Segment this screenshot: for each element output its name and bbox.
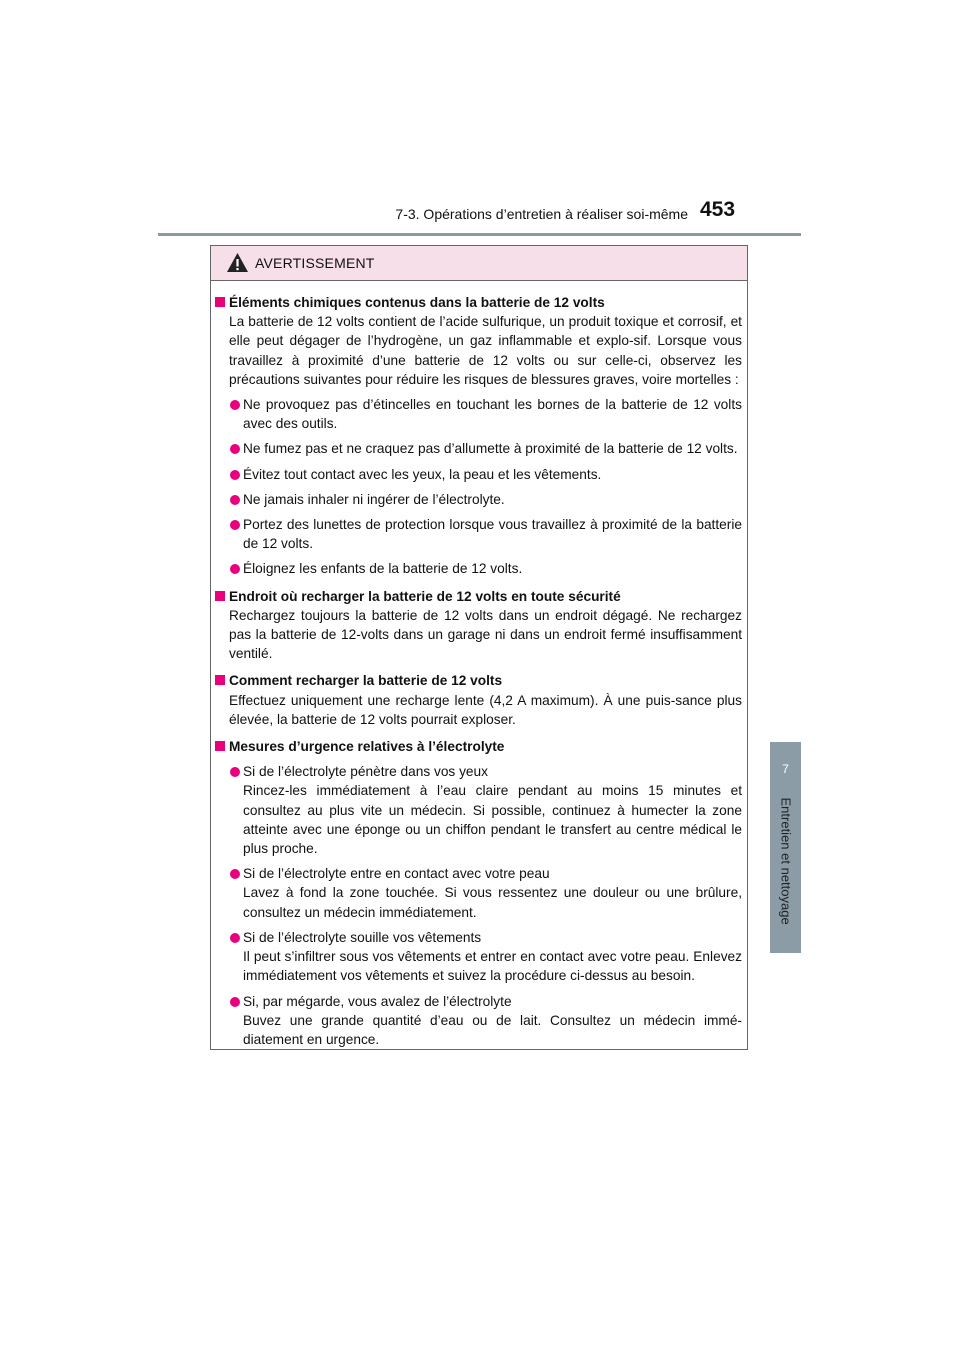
section-heading [211, 671, 742, 690]
warning-triangle-icon [226, 252, 249, 273]
list-item-title: Si de l’électrolyte entre en contact avec votre peau [243, 866, 550, 882]
list-item-title: Si de l’électrolyte souille vos vêtements [243, 929, 482, 945]
page-number: 453 [700, 198, 736, 221]
chapter-label: Entretien et nettoyage [778, 797, 794, 925]
round-bullet-icon [230, 495, 240, 505]
warning-box [210, 245, 748, 1050]
list-item [229, 559, 742, 578]
section-text: Rechargez toujours la batterie de 12 volts dans un endroit dégagé. Ne rechargez pas la batterie de 12-volts dans un garage ni dans un endroit fermé insuffisamment ventilé. [229, 607, 742, 662]
round-bullet-icon [230, 400, 240, 410]
section-text: La batterie de 12 volts contient de l’acide sulfurique, un produit toxique et corrosif, et elle peut dégager de l’hydrogène, un gaz inflammable et explo-sif. Lorsque vous travaillez à proximité d’une batterie de 12 volts ou sur celle-ci, observez les précautions suivantes pour réduire les risques de blessures graves, voire mortelles : [229, 314, 742, 387]
list-item [229, 465, 742, 484]
section-heading-text: Comment recharger la batterie de 12 volts [229, 673, 503, 689]
round-bullet-icon [230, 520, 240, 530]
list-item-text: Ne jamais inhaler ni ingérer de l’électrolyte. [243, 491, 505, 507]
list-item [229, 864, 742, 922]
list-item-text: Lavez à fond la zone touchée. Si vous ressentez une douleur ou une brûlure, consultez un médecin immédiatement. [243, 885, 742, 920]
round-bullet-icon [230, 470, 240, 480]
list-item [229, 928, 742, 986]
list-item [229, 395, 742, 433]
warning-body [211, 281, 747, 1049]
section-heading [211, 737, 742, 756]
square-bullet-icon [215, 675, 225, 685]
round-bullet-icon [230, 767, 240, 777]
square-bullet-icon [215, 741, 225, 751]
list-item [229, 515, 742, 553]
list-item [229, 490, 742, 509]
round-bullet-icon [230, 997, 240, 1007]
list-item-text: Portez des lunettes de protection lorsque vous travaillez à proximité de la batterie de 12 volts. [243, 517, 742, 552]
list-item-title: Si, par mégarde, vous avalez de l’électrolyte [243, 993, 512, 1009]
header-divider [158, 233, 801, 236]
list-item-title: Si de l’électrolyte pénètre dans vos yeux [243, 764, 488, 780]
round-bullet-icon [230, 444, 240, 454]
list-item [229, 439, 742, 458]
list-item-text: Évitez tout contact avec les yeux, la peau et les vêtements. [243, 466, 602, 482]
warning-header [211, 246, 747, 281]
section-heading-text: Mesures d’urgence relatives à l’électrolyte [229, 739, 505, 755]
round-bullet-icon [230, 933, 240, 943]
section-heading [211, 293, 742, 312]
list-item-text: Il peut s’infiltrer sous vos vêtements et entrer en contact avec votre peau. Enlevez immédiatement vos vêtements et suivez la procédure ci-dessus au besoin. [243, 949, 742, 984]
round-bullet-icon [230, 869, 240, 879]
list-item-text: Ne fumez pas et ne craquez pas d’allumette à proximité de la batterie de 12 volts. [243, 441, 738, 457]
section-heading-text: Éléments chimiques contenus dans la batterie de 12 volts [229, 295, 605, 310]
section-heading-text: Endroit où recharger la batterie de 12 volts en toute sécurité [229, 588, 621, 604]
section-heading [211, 587, 742, 606]
section-text: Effectuez uniquement une recharge lente (4,2 A maximum). À une puis-sance plus élevée, la batterie de 12 volts pourrait exploser. [229, 692, 742, 727]
list-item-text: Éloignez les enfants de la batterie de 12 volts. [243, 561, 523, 577]
square-bullet-icon [215, 591, 225, 601]
section-title: 7-3. Opérations d’entretien à réaliser soi-même [395, 206, 688, 222]
chapter-number: 7 [782, 762, 789, 776]
list-item-text: Ne provoquez pas d’étincelles en touchant les bornes de la batterie de 12 volts avec des outils. [243, 397, 742, 432]
list-item [229, 762, 742, 858]
list-item-text: Buvez une grande quantité d’eau ou de lait. Consultez un médecin immé-diatement en urgence. [243, 1012, 742, 1047]
square-bullet-icon [215, 297, 225, 307]
list-item-text: Rincez-les immédiatement à l’eau claire pendant au moins 15 minutes et consultez au plus vite un médecin. Si possible, continuez à humecter la zone atteinte avec une éponge ou un chiffon pendant le transfert au centre médical le plus proche. [243, 783, 742, 857]
list-item [229, 992, 742, 1050]
round-bullet-icon [230, 564, 240, 574]
warning-title: AVERTISSEMENT [255, 255, 375, 271]
